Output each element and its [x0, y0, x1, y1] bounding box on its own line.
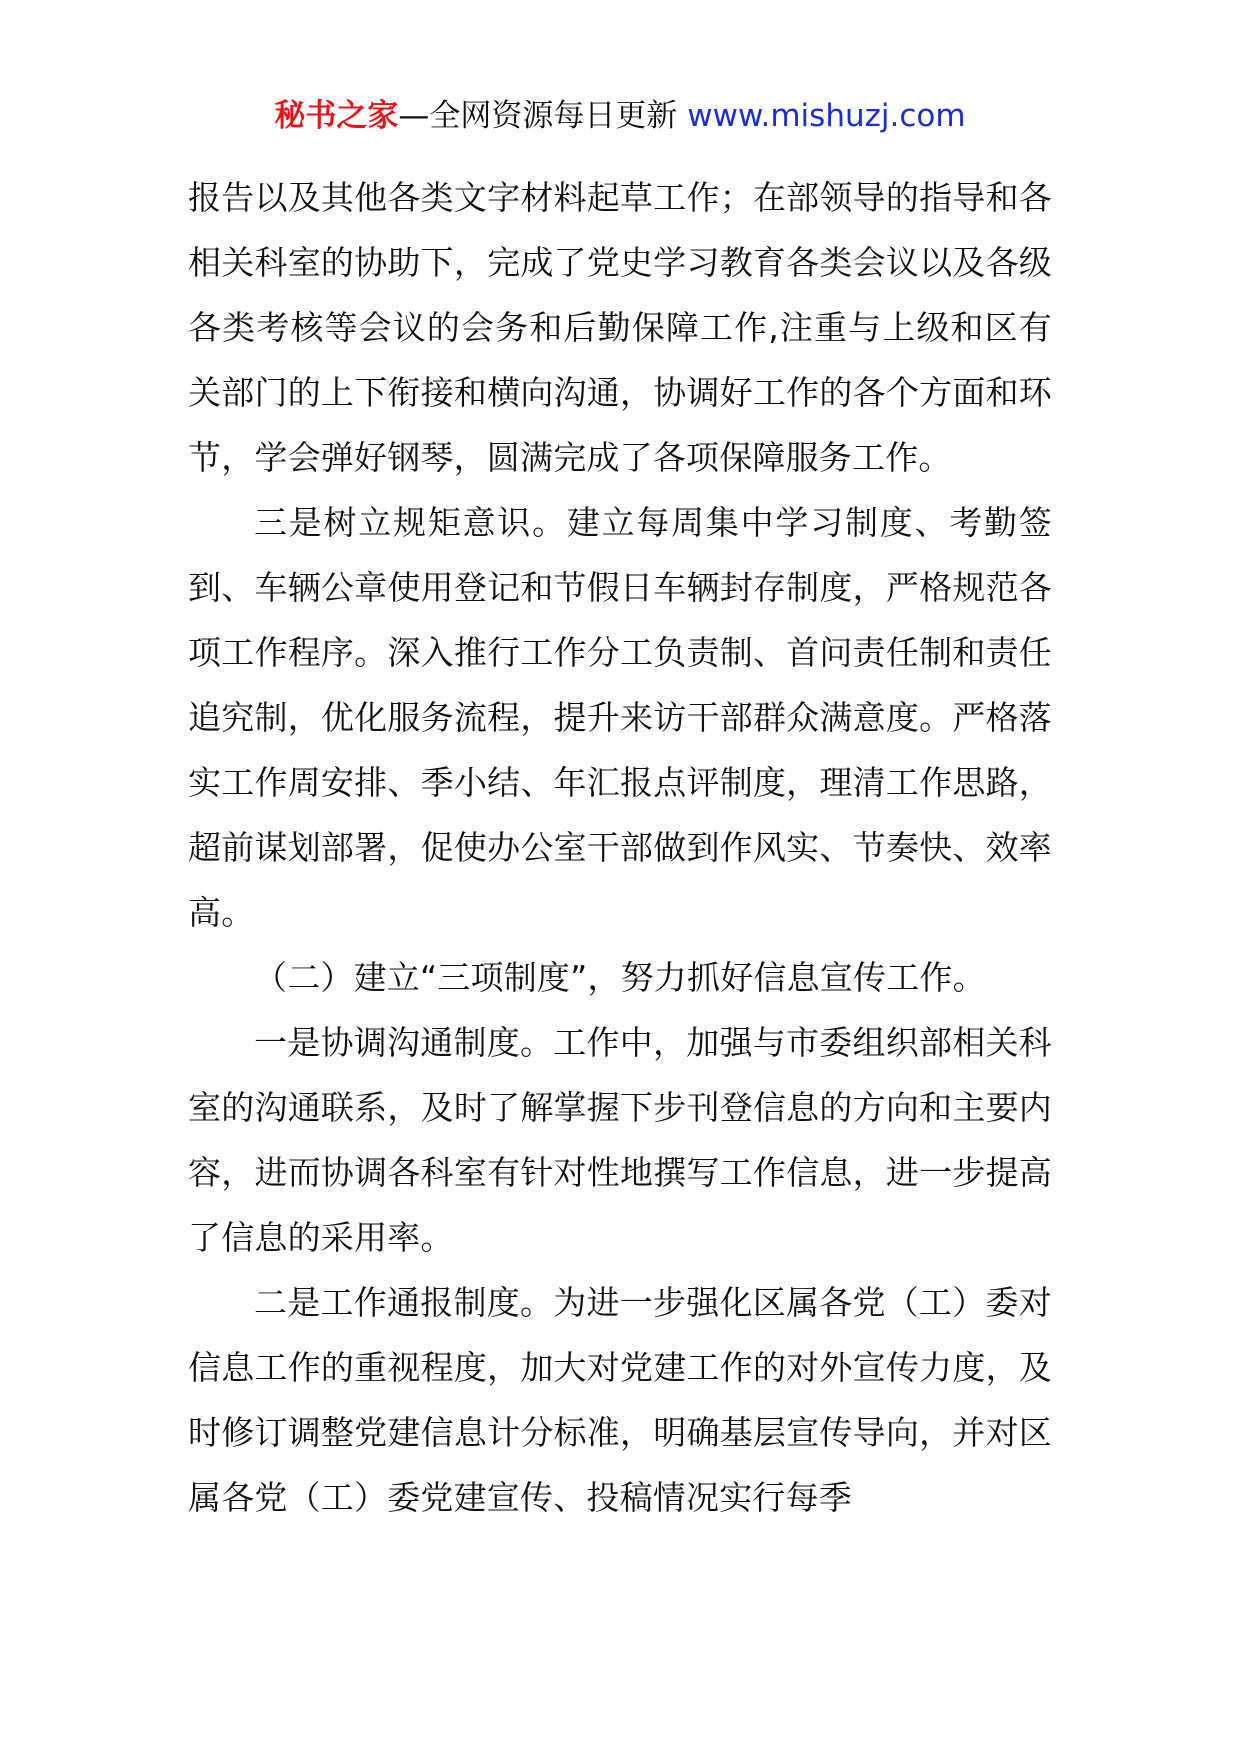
paragraph-coordination-system: 一是协调沟通制度。工作中，加强与市委组织部相关科室的沟通联系，及时了解掌握下步刊登信息的方向和主要内容，进而协调各科室有针对性地撰写工作信息，进一步提高了信息的采用率。 — [188, 1023, 1052, 1257]
site-brand: 秘书之家 — [274, 98, 399, 134]
site-slogan: —全网资源每日更新 — [398, 98, 688, 134]
paragraph-continued: 报告以及其他各类文字材料起草工作；在部领导的指导和各相关科室的协助下，完成了党史学习教育各类会议以及各级各类考核等会议的会务和后勤保障工作,注重与上级和区有关部门的上下衔接和横向沟通，协调好工作的各个方面和环节，学会弹好钢琴，圆满完成了各项保障服务工作。 — [188, 178, 1052, 477]
section-heading-three-systems: （二）建立“三项制度”，努力抓好信息宣传工作。 — [254, 958, 986, 997]
document-body — [188, 165, 1052, 1530]
site-header — [0, 96, 1240, 136]
paragraph-rules-awareness: 三是树立规矩意识。建立每周集中学习制度、考勤签到、车辆公章使用登记和节假日车辆封存制度，严格规范各项工作程序。深入推行工作分工负责制、首问责任制和责任追究制，优化服务流程，提升来访干部群众满意度。严格落实工作周安排、季小结、年汇报点评制度，理清工作思路，超前谋划部署，促使办公室干部做到作风实、节奏快、效率高。 — [188, 503, 1052, 932]
site-url-link[interactable]: www.mishuzj.com — [687, 98, 966, 134]
paragraph-notification-system: 二是工作通报制度。为进一步强化区属各党（工）委对信息工作的重视程度，加大对党建工作的对外宣传力度，及时修订调整党建信息计分标准，明确基层宣传导向，并对区属各党（工）委党建宣传、投稿情况实行每季 — [188, 1283, 1052, 1517]
